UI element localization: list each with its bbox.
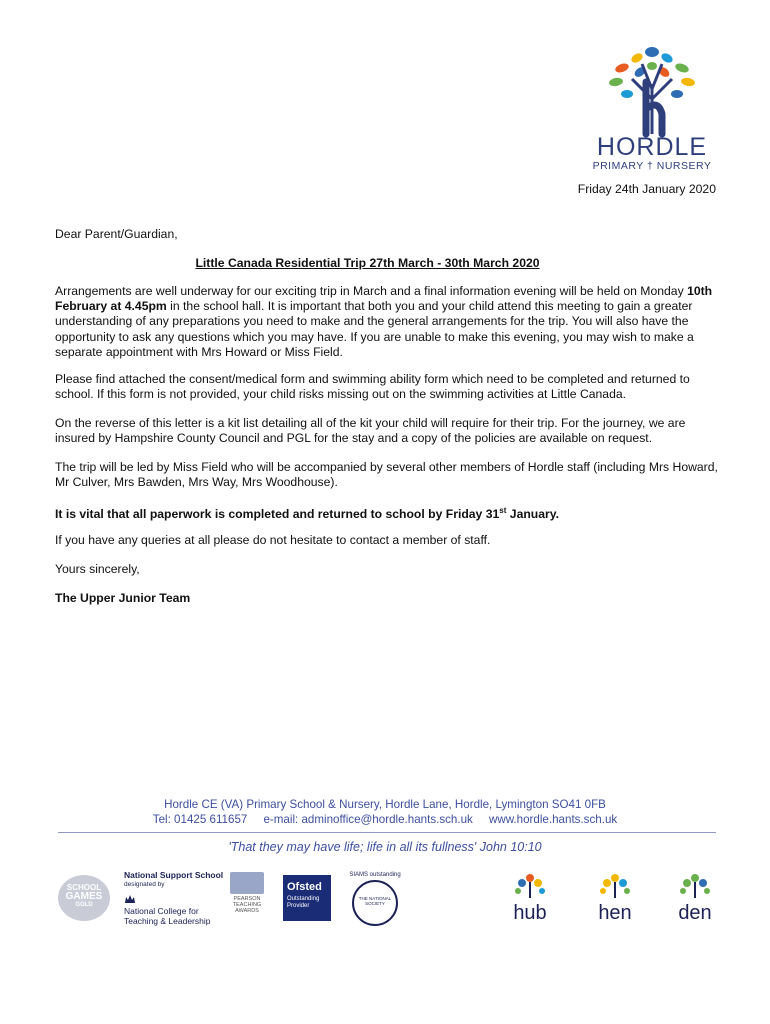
letter-date: Friday 24th January 2020 [577,182,716,196]
footer-contact: Tel: 01425 611657 e-mail: adminoffice@hordle.hants.sch.uk www.hordle.hants.sch.uk [152,813,618,826]
hen-logo: hen [585,872,645,927]
pearson-awards-badge: PEARSON TEACHING AWARDS [229,872,265,922]
ofsted-badge: Ofsted Outstanding Provider [283,875,331,921]
logo-school-name: HORDLE [596,133,708,161]
crown-icon [124,894,224,906]
hub-logo: hub [500,872,560,927]
signature: The Upper Junior Team [55,591,191,605]
hen-tree-icon [595,872,635,898]
den-tree-icon [675,872,715,898]
paragraph-deadline: It is vital that all paperwork is completed and returned to school by Friday 31st January. [55,506,560,522]
letter-title: Little Canada Residential Trip 27th March - 30th March 2020 [195,256,540,270]
siams-ring-icon: THE NATIONAL SOCIETY [352,880,398,926]
paragraph-2: Please find attached the consent/medical form and swimming ability form which need to be completed and returned to school. If this form is not provided, your child risks missing out on the swimming activities at Little Canada. [55,372,690,402]
siams-badge: SIAMS outstanding THE NATIONAL SOCIETY [345,872,405,927]
paragraph-4: The trip will be led by Miss Field who will be accompanied by several other members of Hordle staff (including Mrs Howard, Mr Culver, Mrs Bawden, Mrs Way, Mrs Woodhouse). [55,460,718,490]
footer-divider [58,832,716,833]
national-support-school-badge: National Support School designated by National College for Teaching & Leadership [124,870,224,926]
paragraph-1: Arrangements are well underway for our exciting trip in March and a final information evening will be held on Monday 10th February at 4.45pm in the school hall. It is important that both you and your child attend this meeting to gain a greater understanding of any preparations you need to make and the general arrangements for the trip. You will also have the opportunity to ask any questions which you may have. If you are unable to make this evening, you may wish to make a separate appointment with Mrs Howard or Miss Field. [55,284,713,359]
paragraph-queries: If you have any queries at all please do not hesitate to contact a member of staff. [55,533,491,547]
paragraph-3: On the reverse of this letter is a kit list detailing all of the kit your child will require for their trip. For the journey, we are insured by Hampshire County Council and PGL for the stay and a copy of the policies are available on request. [55,416,686,446]
closing: Yours sincerely, [55,562,140,576]
school-games-badge: SCHOOL GAMES GOLD [58,875,110,921]
logo-subtitle: PRIMARY † NURSERY [592,160,712,172]
den-logo: den [665,872,725,927]
tree-logo-icon [582,44,722,139]
footer-address-block [0,797,770,827]
hub-tree-icon [510,872,550,898]
salutation: Dear Parent/Guardian, [55,227,178,241]
award-icon [230,872,264,894]
footer-address: Hordle CE (VA) Primary School & Nursery, Hordle Lane, Hordle, Lymington SO41 0FB [164,798,606,811]
footer-motto: 'That they may have life; life in all its fullness' John 10:10 [228,840,542,854]
